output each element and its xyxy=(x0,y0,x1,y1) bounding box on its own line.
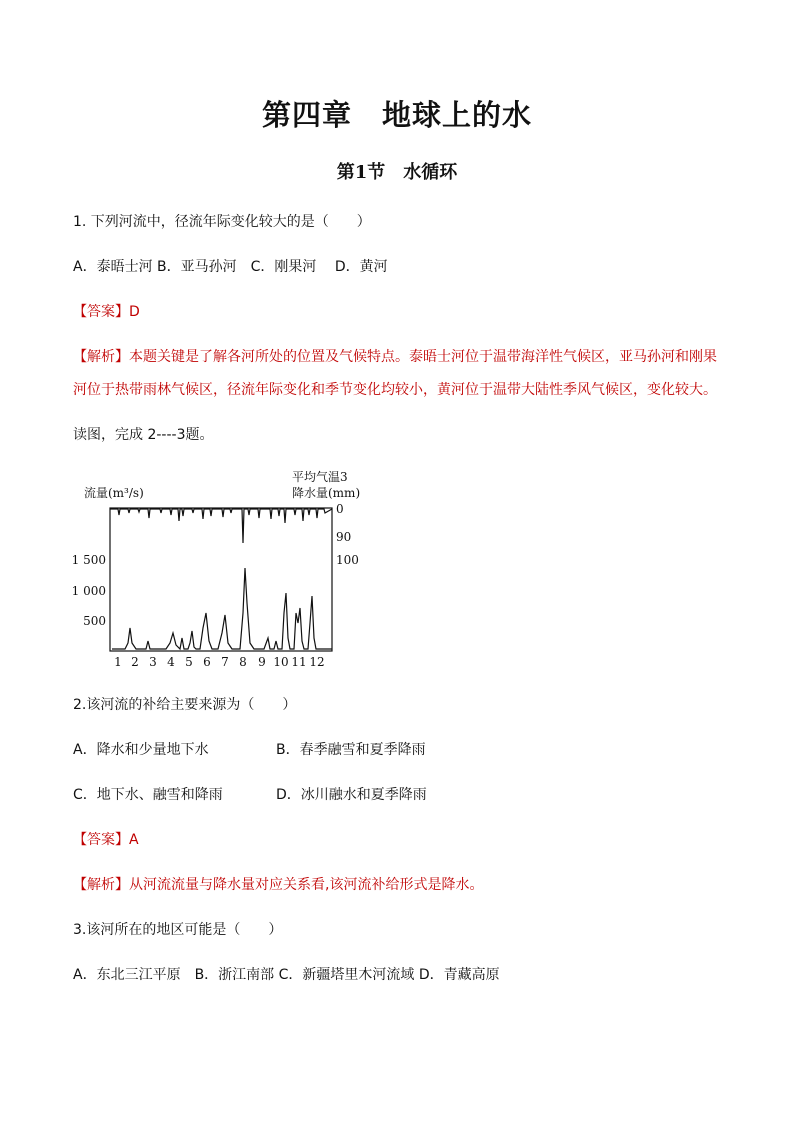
analysis-text: 从河流流量与降水量对应关系看,该河流补给形式是降水。 xyxy=(129,877,484,893)
left-tick-1500: 1 500 xyxy=(71,553,106,567)
discharge-line xyxy=(112,568,332,649)
plot-frame xyxy=(110,508,332,651)
question-2-option-d: D．冰川融水和夏季降雨 xyxy=(276,787,427,803)
section-title: 第1节 水循环 xyxy=(336,162,458,183)
answer-tag: 【答案】 xyxy=(73,304,129,320)
question-2-option-b: B．春季融雪和夏季降雨 xyxy=(276,742,426,758)
left-axis-label: 流量(m³/s) xyxy=(84,486,144,500)
left-tick-500: 500 xyxy=(83,614,106,628)
month-tick: 3 xyxy=(149,655,157,669)
month-tick: 11 xyxy=(291,655,307,669)
right-axis-label-1: 平均气温3 xyxy=(292,470,348,484)
month-tick: 8 xyxy=(239,655,247,669)
chapter-title: 第四章 地球上的水 xyxy=(261,98,532,132)
month-tick: 7 xyxy=(221,655,229,669)
month-tick: 2 xyxy=(131,655,139,669)
question-3-options: A．东北三江平原 B．浙江南部 C．新疆塔里木河流域 D．青藏高原 xyxy=(73,967,500,983)
month-tick: 4 xyxy=(167,655,175,669)
month-tick: 6 xyxy=(203,655,211,669)
answer-tag: 【答案】 xyxy=(73,832,129,848)
month-tick: 10 xyxy=(273,655,289,669)
question-1-options: A．泰晤士河 B．亚马孙河 C．刚果河 D．黄河 xyxy=(73,259,388,275)
month-tick: 12 xyxy=(309,655,325,669)
question-1-stem: 1. 下列河流中，径流年际变化较大的是（ ） xyxy=(73,214,371,230)
right-tick-100: 100 xyxy=(336,553,359,567)
left-tick-1000: 1 000 xyxy=(71,584,106,598)
analysis-text: 本题关键是了解各河所处的位置及气候特点。泰晤士河位于温带海洋性气候区，亚马孙河和刚果 xyxy=(129,349,717,365)
read-prompt: 读图，完成 2----3题。 xyxy=(73,427,214,443)
question-1-analysis-line-2: 河位于热带雨林气候区，径流年际变化和季节变化均较小，黄河位于温带大陆性季风气候区，变化较大。 xyxy=(73,382,717,398)
question-1-analysis-line-1 xyxy=(73,347,717,367)
question-2-option-c: C．地下水、融雪和降雨 xyxy=(73,787,223,803)
question-2-answer xyxy=(73,830,139,850)
hydrograph-figure xyxy=(70,463,370,673)
answer-value: D xyxy=(129,304,140,320)
month-tick: 1 xyxy=(114,655,122,669)
month-tick: 9 xyxy=(258,655,266,669)
answer-value: A xyxy=(129,832,139,848)
question-2-stem: 2.该河流的补给主要来源为（ ） xyxy=(73,697,297,713)
question-1-answer xyxy=(73,302,140,322)
analysis-tag: 【解析】 xyxy=(73,349,129,365)
question-3-stem: 3.该河所在的地区可能是（ ） xyxy=(73,922,283,938)
month-tick: 5 xyxy=(185,655,193,669)
analysis-tag: 【解析】 xyxy=(73,877,129,893)
right-tick-90: 90 xyxy=(336,530,352,544)
right-axis-label-2: 降水量(mm) xyxy=(292,486,361,500)
question-2-analysis xyxy=(73,875,483,895)
precipitation-line xyxy=(110,509,332,543)
right-tick-0: 0 xyxy=(336,502,344,516)
question-2-option-a: A．降水和少量地下水 xyxy=(73,742,209,758)
